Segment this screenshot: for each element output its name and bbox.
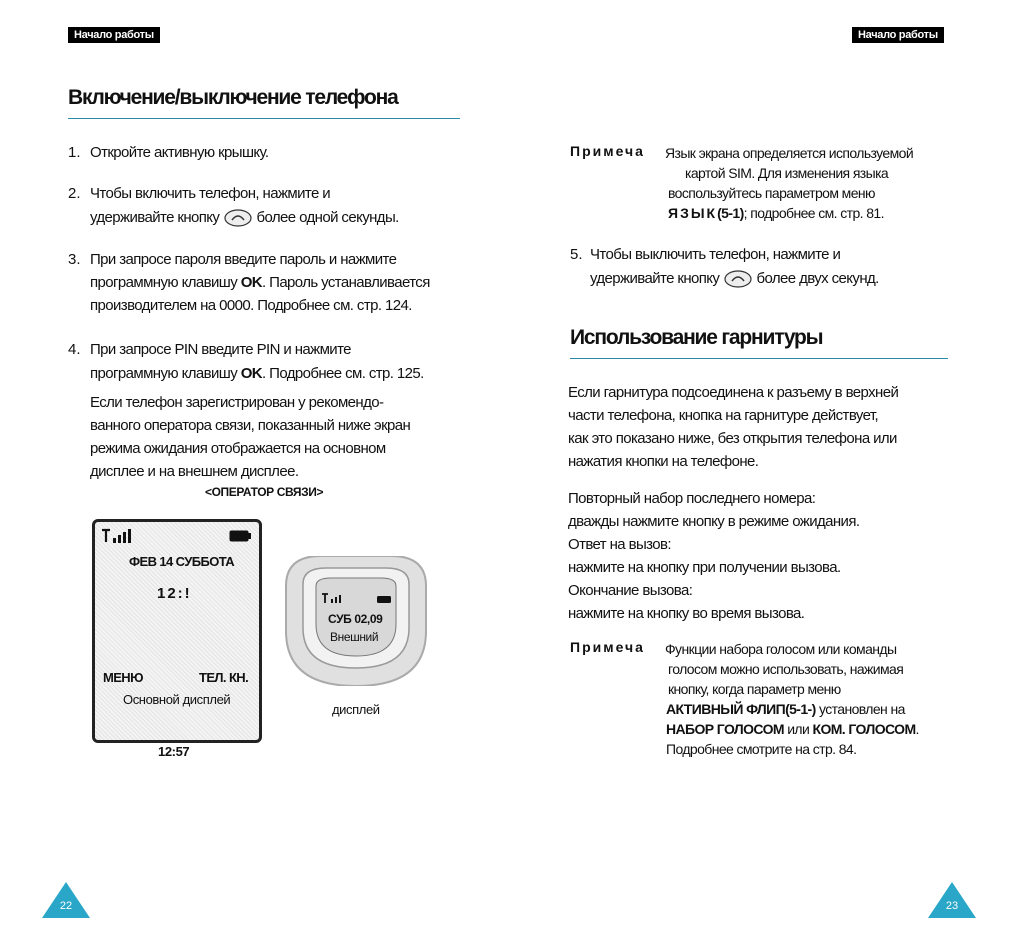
- note-2-line-1: Функции набора голосом или команды: [665, 641, 897, 657]
- soft-key-menu: МЕНЮ: [103, 670, 143, 685]
- option-voice-command: КОМ. ГОЛОСОМ: [812, 721, 916, 737]
- heading-rule-right: [570, 358, 948, 359]
- note-label-2: Примеча: [570, 639, 645, 655]
- soft-key-phonebook: ТЕЛ. КН.: [199, 670, 249, 685]
- note-2-line-6: Подробнее смотрите на стр. 84.: [666, 741, 857, 757]
- menu-language-ref: (5-1): [717, 205, 744, 221]
- main-display-caption: Основной дисплей: [123, 692, 231, 707]
- heading-headset: Использование гарнитуры: [570, 326, 823, 349]
- step-2-line-2: [90, 207, 399, 229]
- headset-para-line-3: как это показано ниже, без открытия телефона или: [568, 430, 897, 447]
- note-2-mid: установлен на: [815, 701, 905, 717]
- note-1-line-2: картой SIM. Для изменения языка: [685, 165, 889, 181]
- note-1-line-4: [668, 203, 884, 223]
- step-5-line-2a: удерживайте кнопку: [590, 270, 720, 287]
- standby-para-line-4: дисплее и на внешнем дисплее.: [90, 463, 299, 480]
- step-2-line-1: Чтобы включить телефон, нажмите и: [90, 185, 331, 202]
- power-key-icon: [723, 269, 753, 289]
- power-key-icon: [223, 208, 253, 228]
- note-2-line-3: кнопку, когда параметр меню: [668, 681, 841, 697]
- external-display-label: Внешний: [330, 630, 379, 644]
- main-display-illustration: [92, 519, 262, 743]
- note-1-tail: ; подробнее см. стр. 81.: [743, 205, 884, 221]
- step-3-line-2b: . Пароль устанавливается: [262, 274, 430, 291]
- external-display-date: СУБ 02,09: [328, 612, 383, 626]
- menu-active-flip: АКТИВНЫЙ ФЛИП: [666, 701, 786, 717]
- headset-action-line-3: Ответ на вызов:: [568, 536, 671, 553]
- step-4-line-2b: . Подробнее см. стр. 125.: [262, 365, 424, 382]
- heading-rule-left: [68, 118, 460, 119]
- page-number-left: 22: [59, 900, 73, 912]
- main-display-bottom-time: 12:57: [158, 744, 190, 759]
- step-3-line-2: [90, 272, 430, 294]
- menu-active-flip-ref: (5-1-): [785, 701, 816, 717]
- step-2-number: 2.: [68, 185, 81, 202]
- section-tag-left: Начало работы: [68, 27, 160, 43]
- step-2-line-2a: удерживайте кнопку: [90, 209, 220, 226]
- headset-action-line-1: Повторный набор последнего номера:: [568, 490, 816, 507]
- option-voice-dial: НАБОР ГОЛОСОМ: [666, 721, 784, 737]
- signal-icon: [101, 528, 135, 544]
- menu-language: ЯЗЫК: [668, 205, 718, 221]
- heading-power: Включение/выключение телефона: [68, 86, 398, 109]
- page-number-right: 23: [945, 900, 959, 912]
- headset-para-line-2: части телефона, кнопка на гарнитуре действует,: [568, 407, 879, 424]
- headset-para-line-1: Если гарнитура подсоединена к разъему в верхней: [568, 384, 899, 401]
- headset-para-line-4: нажатия кнопки на телефоне.: [568, 453, 759, 470]
- step-1-text: Откройте активную крышку.: [90, 144, 269, 161]
- step-5-line-2: [590, 268, 879, 290]
- battery-icon: [229, 530, 251, 542]
- step-5-number: 5.: [570, 246, 583, 263]
- section-tag-right: Начало работы: [852, 27, 944, 43]
- external-display-caption: дисплей: [332, 702, 380, 717]
- headset-action-line-4: нажмите на кнопку при получении вызова.: [568, 559, 841, 576]
- headset-action-line-5: Окончание вызова:: [568, 582, 693, 599]
- note-2-line-4: [666, 699, 905, 719]
- note-1-line-1: Язык экрана определяется используемой: [665, 145, 914, 161]
- note-2-dot: .: [915, 721, 919, 737]
- step-3-line-3: производителем на 0000. Подробнее см. стр. 124.: [90, 297, 412, 314]
- note-1-line-3: воспользуйтесь параметром меню: [668, 185, 875, 201]
- step-2-line-2b: более одной секунды.: [256, 209, 399, 226]
- note-2-or: или: [783, 721, 813, 737]
- main-display-time: 12:!: [157, 585, 192, 602]
- note-label-1: Примеча: [570, 143, 645, 159]
- step-3-line-2a: программную клавишу: [90, 274, 238, 291]
- step-4-line-2: [90, 363, 424, 385]
- step-4-number: 4.: [68, 341, 81, 358]
- ok-key-label: OK: [240, 274, 262, 291]
- standby-para-line-2: ванного оператора связи, показанный ниже экран: [90, 417, 411, 434]
- standby-para-line-1: Если телефон зарегистрирован у рекомендо-: [90, 394, 384, 411]
- headset-action-line-6: нажмите на кнопку во время вызова.: [568, 605, 805, 622]
- ok-key-label: OK: [240, 365, 262, 382]
- step-5-line-1: Чтобы выключить телефон, нажмите и: [590, 246, 841, 263]
- note-2-line-2: голосом можно использовать, нажимая: [668, 661, 904, 677]
- step-5-line-2b: более двух секунд.: [756, 270, 879, 287]
- note-2-line-5: [666, 719, 919, 739]
- step-3-line-1: При запросе пароля введите пароль и нажмите: [90, 251, 397, 268]
- main-display-date: ФЕВ 14 СУББОТА: [129, 554, 235, 569]
- operator-label: <ОПЕРАТОР СВЯЗИ>: [205, 485, 324, 499]
- standby-para-line-3: режима ожидания отображается на основном: [90, 440, 386, 457]
- step-4-line-1: При запросе PIN введите PIN и нажмите: [90, 341, 351, 358]
- step-1-number: 1.: [68, 144, 81, 161]
- step-3-number: 3.: [68, 251, 81, 268]
- headset-action-line-2: дважды нажмите кнопку в режиме ожидания.: [568, 513, 860, 530]
- step-4-line-2a: программную клавишу: [90, 365, 238, 382]
